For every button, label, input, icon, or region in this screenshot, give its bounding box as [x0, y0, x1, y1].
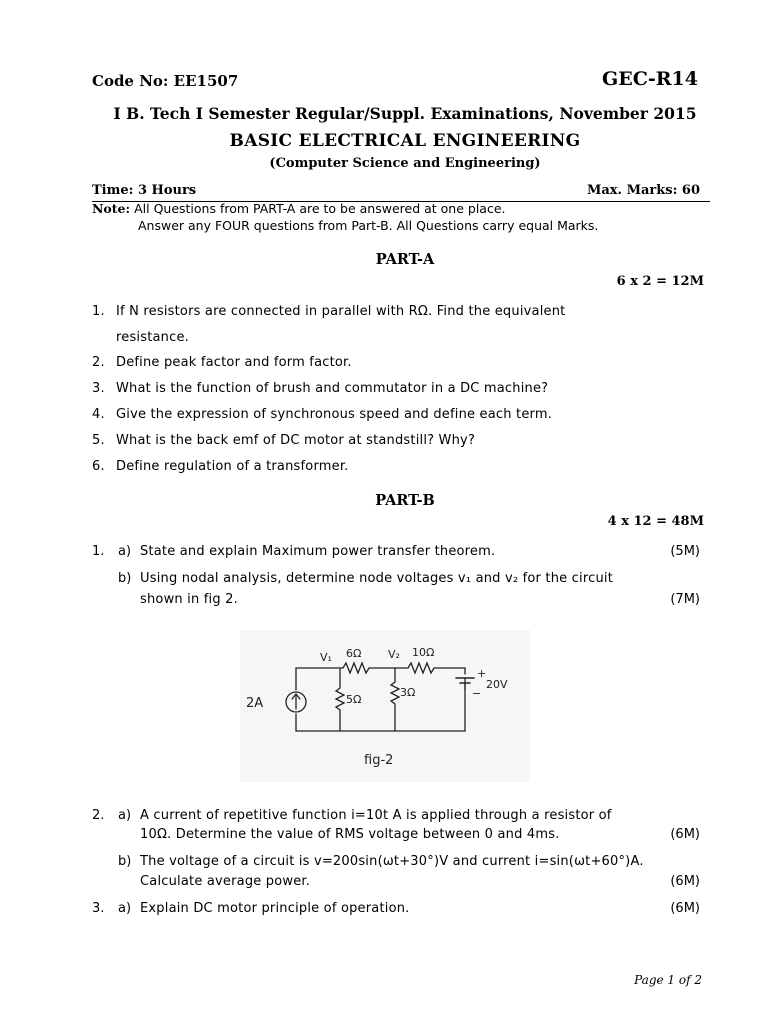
- part-b-q1b-text-2: shown in fig 2.: [140, 592, 238, 607]
- part-b-q1b-text-1: Using nodal analysis, determine node voltages v₁ and v₂ for the circuit: [140, 571, 613, 586]
- question-number: 6.: [92, 459, 105, 474]
- label-r4: 3Ω: [400, 686, 416, 699]
- part-b-q3a-label: a): [118, 901, 132, 916]
- resistor-10ohm: [395, 663, 465, 674]
- page-number: Page 1 of 2: [634, 973, 702, 987]
- part-b-q2b-marks: (6M): [670, 874, 700, 889]
- resistor-5ohm: [336, 668, 344, 731]
- part-b-q2a-text-1: A current of repetitive function i=10t A is applied through a resistor of: [140, 808, 612, 823]
- source-arrow: [292, 694, 300, 709]
- question-text: What is the function of brush and commutator in a DC machine?: [116, 381, 549, 396]
- part-b-title: PART-B: [375, 492, 435, 509]
- label-r3: 5Ω: [346, 693, 362, 706]
- part-b-q2a-label: a): [118, 808, 132, 823]
- question-text: If N resistors are connected in parallel with RΩ. Find the equivalent: [116, 304, 566, 319]
- part-b-q1b-marks: (7M): [670, 592, 700, 607]
- part-b-q1a-text: State and explain Maximum power transfer theorem.: [140, 544, 496, 559]
- question-text: What is the back emf of DC motor at standstill? Why?: [116, 433, 476, 448]
- regulation-series: GEC-R14: [602, 68, 698, 90]
- label-r2: 10Ω: [412, 646, 435, 659]
- part-a-question-1: [92, 304, 658, 319]
- question-text: Define peak factor and form factor.: [116, 355, 352, 370]
- part-b-q3-number: 3.: [92, 901, 105, 916]
- label-source: 2A: [246, 696, 264, 711]
- code-number: Code No: EE1507: [92, 72, 239, 90]
- part-b-q2-number: 2.: [92, 808, 105, 823]
- circuit-diagram: [240, 630, 530, 782]
- exam-title: I B. Tech I Semester Regular/Suppl. Examinations, November 2015: [113, 104, 697, 123]
- part-b-q2a-text-2: 10Ω. Determine the value of RMS voltage between 0 and 4ms.: [140, 827, 560, 842]
- note-line-2: Answer any FOUR questions from Part-B. All Questions carry equal Marks.: [138, 218, 599, 233]
- part-b-q1b-label: b): [118, 571, 132, 586]
- part-b-q2b-label: b): [118, 854, 132, 869]
- label-battery: 20V: [486, 678, 508, 691]
- max-marks: Max. Marks: 60: [586, 183, 700, 198]
- part-b-q2b-text-2: Calculate average power.: [140, 874, 311, 889]
- part-a-title: PART-A: [375, 251, 435, 268]
- label-minus: −: [472, 687, 482, 700]
- resistor-6ohm: [340, 663, 395, 673]
- label-r1: 6Ω: [346, 647, 362, 660]
- part-b-q1-number: 1.: [92, 544, 105, 559]
- part-a-question-3: [92, 381, 658, 396]
- question-text: Define regulation of a transformer.: [116, 459, 349, 474]
- note-label: Note:: [92, 201, 131, 216]
- part-b-marks: 4 x 12 = 48M: [607, 514, 704, 529]
- question-number: 4.: [92, 407, 105, 422]
- source-wire: [296, 668, 340, 730]
- part-b-q1a-marks: (5M): [670, 544, 700, 559]
- part-b-q2a-marks: (6M): [670, 827, 700, 842]
- label-v2: V₂: [388, 648, 400, 661]
- part-a-marks: 6 x 2 = 12M: [616, 274, 704, 289]
- part-b-q3a-text: Explain DC motor principle of operation.: [140, 901, 410, 916]
- part-a-question-2: [92, 355, 658, 370]
- question-number: 5.: [92, 433, 105, 448]
- circuit-figure: [240, 630, 530, 782]
- resistor-3ohm: [391, 668, 399, 731]
- note-text-1: All Questions from PART-A are to be answered at one place.: [134, 201, 506, 216]
- subject-title: BASIC ELECTRICAL ENGINEERING: [229, 131, 581, 151]
- bottom-wire: [296, 678, 465, 731]
- question-number: 2.: [92, 355, 105, 370]
- part-a-question-1-cont: resistance.: [116, 330, 189, 345]
- label-v1: V₁: [320, 651, 332, 664]
- note-line-1: [92, 201, 506, 216]
- exam-time: Time: 3 Hours: [92, 183, 197, 198]
- question-number: 1.: [92, 304, 105, 319]
- figure-caption: fig-2: [364, 753, 394, 768]
- part-b-q3a-marks: (6M): [670, 901, 700, 916]
- question-number: 3.: [92, 381, 105, 396]
- branch-subtitle: (Computer Science and Engineering): [269, 156, 541, 171]
- part-a-question-6: [92, 459, 658, 474]
- part-a-question-5: [92, 433, 658, 448]
- part-b-q2b-text-1: The voltage of a circuit is v=200sin(ωt+30°)V and current i=sin(ωt+60°)A.: [140, 854, 644, 869]
- question-text: Give the expression of synchronous speed and define each term.: [116, 407, 553, 422]
- label-plus: +: [477, 667, 487, 680]
- part-a-question-4: [92, 407, 658, 422]
- part-b-q1a-label: a): [118, 544, 132, 559]
